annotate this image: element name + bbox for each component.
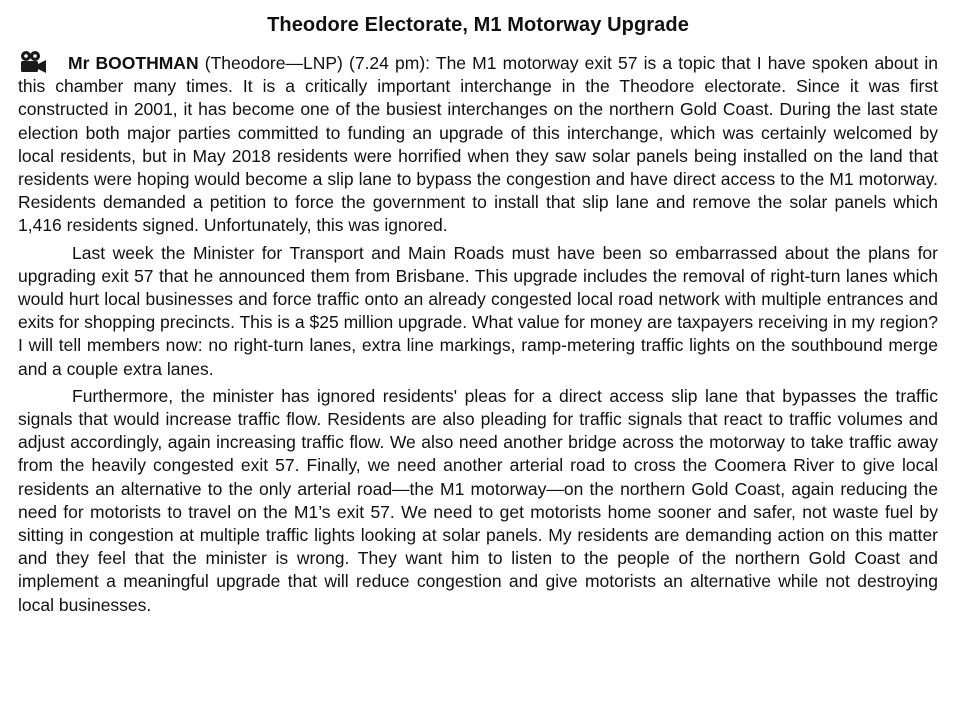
document-title: Theodore Electorate, M1 Motorway Upgrade: [267, 14, 689, 36]
hansard-document: [18, 12, 938, 621]
paragraph-1-text: The M1 motorway exit 57 is a topic that I have spoken about in this chamber many times. It is a critically important interchange in the Theodore electorate. Since it was first constructed in 2001, it has become one of the busiest interchanges on the northern Gold Coast. During the last state election both major parties committed to funding an upgrade of this interchange, which was certainly welcomed by local residents, but in May 2018 residents were horrified when they saw solar panels being installed on the land that residents were hoping would become a slip lane to bypass the congestion and have direct access to the M1 motorway. Residents demanded a petition to force the government to install that slip lane and remove the solar panels which 1,416 residents signed. Unfortunately, this was ignored.: [18, 53, 939, 236]
video-camera-icon[interactable]: [18, 50, 48, 74]
speaker-name: Mr BOOTHMAN: [68, 53, 199, 73]
paragraph-1: [18, 50, 938, 238]
paragraph-2: Last week the Minister for Transport and Main Roads must have been so embarrassed about the plans for upgrading exit 57 that he announced them from Brisbane. This upgrade includes the removal of right-turn lanes which would hurt local businesses and force traffic onto an already congested local road network with multiple entrances and exits for shopping precincts. This is a $25 million upgrade. What value for money are taxpayers receiving in my region? I will tell members now: no right-turn lanes, extra line markings, ramp-metering traffic lights on the southbound merge and a couple extra lanes.: [18, 242, 938, 379]
speaker-details: (Theodore—LNP) (7.24 pm):: [198, 53, 436, 73]
paragraph-3: Furthermore, the minister has ignored residents' pleas for a direct access slip lane that bypasses the traffic signals that would increase traffic flow. Residents are also pleading for traffic signals that react to traffic volumes and adjust accordingly, again increasing traffic flow. We also need another bridge across the motorway to take traffic away from the heavily congested exit 57. Finally, we need another arterial road to cross the Coomera River to give local residents an alternative to the only arterial road—the M1 motorway—on the northern Gold Coast, again reducing the need for motorists to travel on the M1’s exit 57. We need to get motorists home sooner and safer, not waste fuel by sitting in congestion at multiple traffic lights looking at solar panels. My residents are demanding action on this matter and they feel that the minister is wrong. They want him to listen to the people of the northern Gold Coast and implement a meaningful upgrade that will reduce congestion and give motorists an alternative while not destroying local businesses.: [18, 385, 938, 615]
